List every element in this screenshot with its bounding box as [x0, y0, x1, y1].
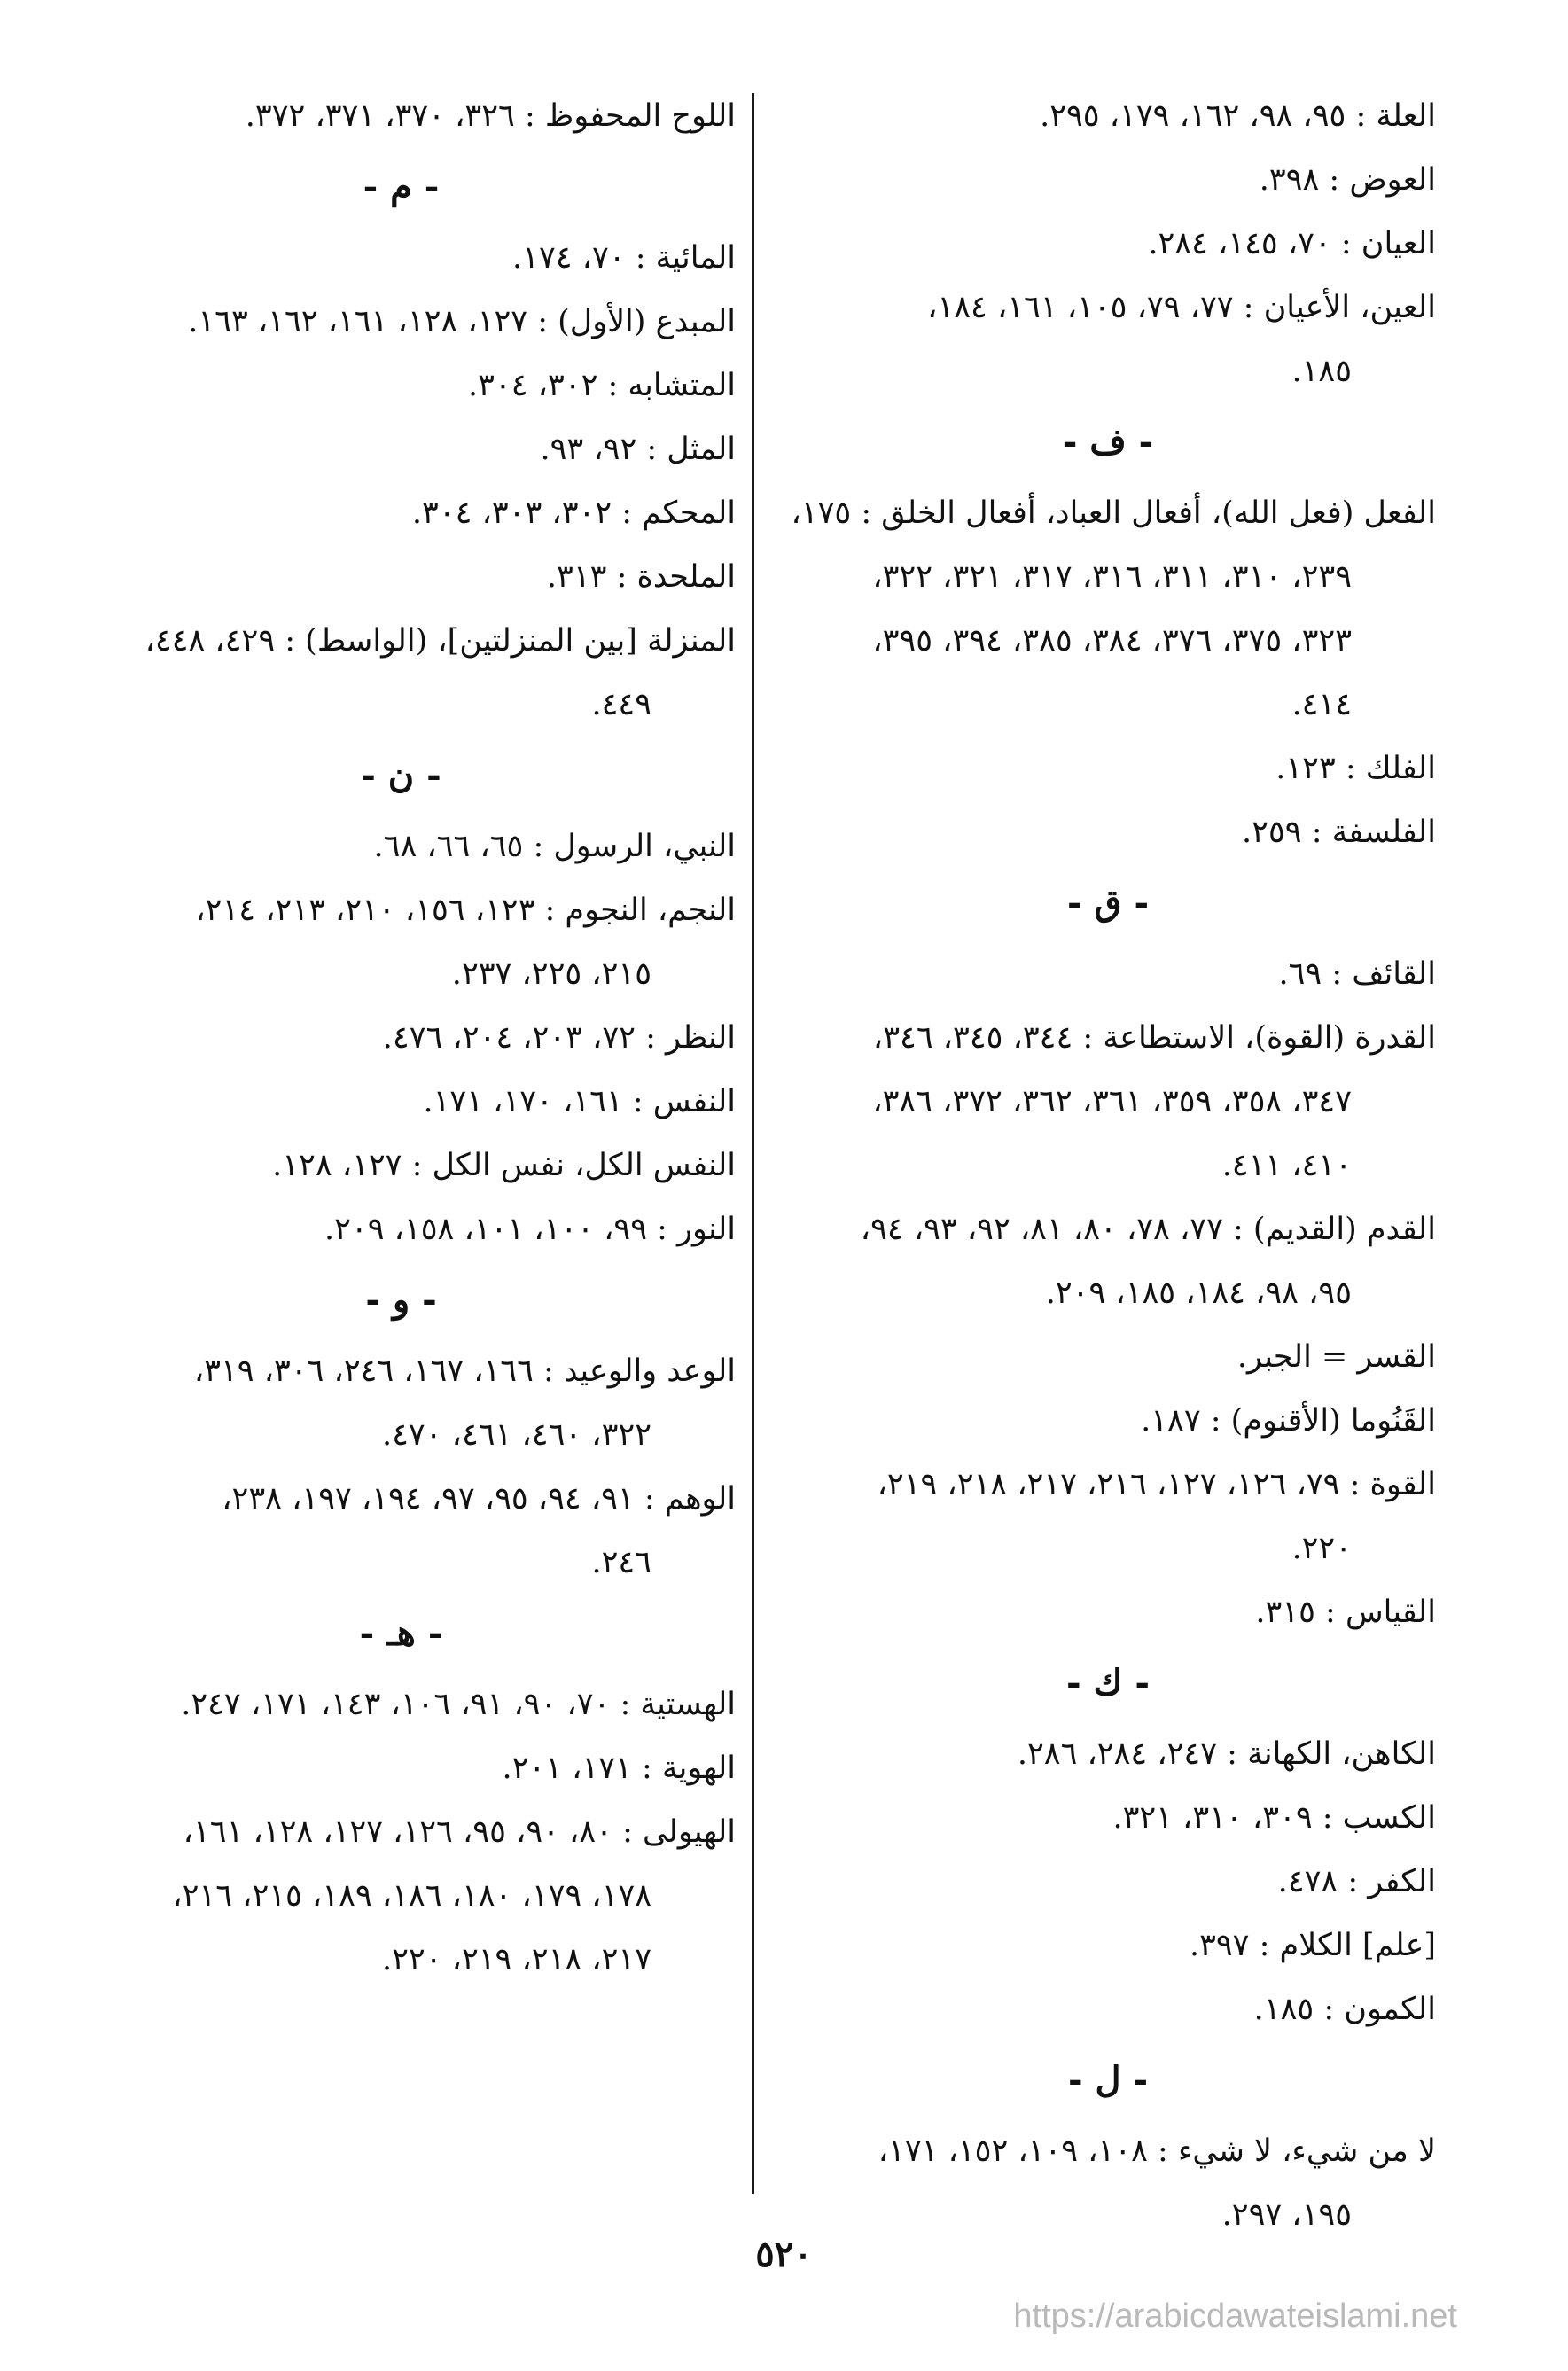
entry-line: القَنُوما (الأقنوم) : ١٨٧.	[1141, 1403, 1436, 1439]
entry-line: النظر : ٧٢، ٢٠٣، ٢٠٤، ٤٧٦.	[382, 1020, 736, 1056]
index-entry	[780, 1197, 1436, 1325]
index-entry	[780, 1850, 1436, 1914]
entry-line: القسر = الجبر.	[1236, 1339, 1436, 1375]
index-column-left	[66, 84, 736, 1992]
index-entry	[780, 84, 1436, 148]
entry-continuation-line: ٤١٤.	[1291, 687, 1352, 722]
entry-continuation-line: ١٩٥، ٢٩٧.	[1221, 2197, 1352, 2233]
section-heading: - ف -	[1062, 421, 1154, 463]
entry-line: العلة : ٩٥، ٩٨، ١٦٢، ١٧٩، ٢٩٥.	[1040, 98, 1436, 134]
index-entry	[66, 1339, 736, 1467]
entry-line: لا من شيء، لا شيء : ١٠٨، ١٠٩، ١٥٢، ١٧١،	[878, 2133, 1436, 2169]
index-entry	[66, 1673, 736, 1736]
entry-continuation-line: ٩٥، ٩٨، ١٨٤، ١٨٥، ٢٠٩.	[1045, 1275, 1352, 1311]
entry-line: الهيولى : ٨٠، ٩٠، ٩٥، ١٢٦، ١٢٧، ١٢٨، ١٦١،	[183, 1814, 736, 1850]
watermark-url: https://arabicdawateislami.net	[1013, 2297, 1457, 2335]
index-column-right	[780, 84, 1436, 2247]
index-entry	[66, 815, 736, 878]
entry-line: الكاهن، الكهانة : ٢٤٧، ٢٨٤، ٢٨٦.	[1017, 1736, 1436, 1772]
entry-line: الوهم : ٩١، ٩٤، ٩٥، ٩٧، ١٩٤، ١٩٧، ٢٣٨،	[222, 1481, 736, 1517]
index-entry	[66, 417, 736, 481]
entry-continuation-line: ١٨٥.	[1291, 354, 1352, 389]
index-entry	[780, 942, 1436, 1006]
index-entry	[66, 1197, 736, 1261]
index-entry	[780, 1977, 1436, 2041]
section-heading: - و -	[365, 1279, 437, 1321]
index-entry	[780, 1722, 1436, 1786]
section-heading: - ن -	[361, 754, 441, 796]
entry-line: الكسب : ٣٠٩، ٣١٠، ٣٢١.	[1112, 1800, 1436, 1836]
entry-continuation-line: ٢٣٩، ٣١٠، ٣١١، ٣١٦، ٣١٧، ٣٢١، ٣٢٢،	[872, 559, 1352, 595]
index-entry	[780, 800, 1436, 864]
index-entry	[780, 1325, 1436, 1389]
section-heading: - م -	[363, 166, 440, 207]
entry-continuation-line: ٣٢٢، ٤٦٠، ٤٦١، ٤٧٠.	[381, 1417, 651, 1453]
entry-line: القدرة (القوة)، الاستطاعة : ٣٤٤، ٣٤٥، ٣٤٦،	[872, 1020, 1436, 1056]
entry-continuation-line: ٣٤٧، ٣٥٨، ٣٥٩، ٣٦١، ٣٦٢، ٣٧٢، ٣٨٦،	[872, 1084, 1352, 1119]
index-entry	[780, 1786, 1436, 1850]
index-entry	[780, 1006, 1436, 1197]
index-entry	[66, 1006, 736, 1070]
entry-line: الكمون : ١٨٥.	[1253, 1992, 1436, 2027]
entry-line: المائية : ٧٠، ١٧٤.	[512, 240, 736, 276]
index-entry	[66, 545, 736, 609]
section-heading: - ق -	[1066, 882, 1150, 924]
index-entry	[66, 1736, 736, 1800]
entry-line: المتشابه : ٣٠٢، ٣٠٤.	[468, 368, 736, 403]
entry-line: النبي، الرسول : ٦٥، ٦٦، ٦٨.	[373, 829, 736, 864]
section-heading: - ك -	[1065, 1662, 1151, 1704]
index-entry	[780, 1914, 1436, 1977]
index-entry	[66, 1134, 736, 1197]
entry-line: القياس : ٣١٥.	[1255, 1595, 1436, 1630]
entry-line: الفلك : ١٢٣.	[1275, 751, 1436, 786]
entry-line: الكفر : ٤٧٨.	[1277, 1864, 1436, 1899]
entry-continuation-line: ٢٢٠.	[1291, 1531, 1352, 1566]
entry-line: الهوية : ١٧١، ٢٠١.	[502, 1751, 736, 1786]
index-entry	[66, 878, 736, 1006]
index-entry	[66, 290, 736, 354]
entry-continuation-line: ١٧٨، ١٧٩، ١٨٠، ١٨٦، ١٨٩، ٢١٥، ٢١٦،	[172, 1878, 651, 1914]
index-entry	[780, 2119, 1436, 2247]
entry-line: المبدع (الأول) : ١٢٧، ١٢٨، ١٦١، ١٦٢، ١٦٣.	[188, 304, 736, 339]
index-entry	[780, 1580, 1436, 1644]
index-entry	[780, 1453, 1436, 1580]
entry-continuation-line: ٣٢٣، ٣٧٥، ٣٧٦، ٣٨٤، ٣٨٥، ٣٩٤، ٣٩٥،	[872, 623, 1352, 659]
index-entry	[66, 1467, 736, 1595]
entry-line: العوض : ٣٩٨.	[1259, 162, 1436, 198]
index-entry	[780, 481, 1436, 737]
entry-continuation-line: ٢١٧، ٢١٨، ٢١٩، ٢٢٠.	[381, 1942, 651, 1977]
index-entry	[780, 148, 1436, 212]
entry-line: [علم] الكلام : ٣٩٧.	[1189, 1928, 1436, 1963]
entry-line: المحكم : ٣٠٢، ٣٠٣، ٣٠٤.	[411, 495, 736, 531]
entry-line: الهستية : ٧٠، ٩٠، ٩١، ١٠٦، ١٤٣، ١٧١، ٢٤٧.	[181, 1687, 736, 1722]
section-heading: - هـ -	[359, 1612, 443, 1654]
section-heading: - ل -	[1067, 2059, 1149, 2101]
index-entry	[780, 1389, 1436, 1453]
index-entry	[780, 212, 1436, 276]
index-entry	[66, 84, 736, 148]
index-entry	[66, 609, 736, 737]
entry-line: القدم (القديم) : ٧٧، ٧٨، ٨٠، ٨١، ٩٢، ٩٣، ٩٤،	[860, 1212, 1436, 1247]
page-number: ٥٢٠	[755, 2234, 813, 2275]
index-entry	[780, 276, 1436, 403]
entry-line: الملحدة : ٣١٣.	[546, 559, 736, 595]
entry-line: الوعد والوعيد : ١٦٦، ١٦٧، ٢٤٦، ٣٠٦، ٣١٩،	[193, 1353, 736, 1389]
column-divider	[752, 93, 754, 2194]
entry-line: النفس الكل، نفس الكل : ١٢٧، ١٢٨.	[272, 1148, 736, 1183]
entry-continuation-line: ٢١٥، ٢٢٥، ٢٣٧.	[451, 956, 651, 992]
entry-line: القائف : ٦٩.	[1278, 956, 1436, 992]
entry-line: العين، الأعيان : ٧٧، ٧٩، ١٠٥، ١٦١، ١٨٤،	[927, 290, 1436, 325]
index-entry	[780, 737, 1436, 800]
entry-continuation-line: ٢٤٦.	[591, 1545, 651, 1580]
entry-line: الفعل (فعل الله)، أفعال العباد، أفعال الخلق : ١٧٥،	[791, 495, 1436, 531]
index-entry	[66, 1800, 736, 1992]
entry-continuation-line: ٤١٠، ٤١١.	[1221, 1148, 1352, 1183]
entry-line: المنزلة [بين المنزلتين]، (الواسط) : ٤٢٩، ٤٤٨،	[144, 623, 736, 659]
entry-line: اللوح المحفوظ : ٣٢٦، ٣٧٠، ٣٧١، ٣٧٢.	[245, 98, 736, 134]
index-entry	[66, 226, 736, 290]
entry-continuation-line: ٤٤٩.	[591, 687, 651, 722]
entry-line: النجم، النجوم : ١٢٣، ١٥٦، ٢١٠، ٢١٣، ٢١٤،	[195, 893, 736, 928]
entry-line: الفلسفة : ٢٥٩.	[1242, 815, 1436, 850]
entry-line: العيان : ٧٠، ١٤٥، ٢٨٤.	[1148, 226, 1436, 261]
entry-line: القوة : ٧٩، ١٢٦، ١٢٧، ٢١٦، ٢١٧، ٢١٨، ٢١٩،	[877, 1467, 1436, 1502]
entry-line: النفس : ١٦١، ١٧٠، ١٧١.	[423, 1084, 736, 1119]
entry-line: النور : ٩٩، ١٠٠، ١٠١، ١٥٨، ٢٠٩.	[324, 1212, 736, 1247]
index-entry	[66, 481, 736, 545]
entry-line: المثل : ٩٢، ٩٣.	[540, 432, 736, 467]
index-entry	[66, 354, 736, 417]
index-entry	[66, 1070, 736, 1134]
